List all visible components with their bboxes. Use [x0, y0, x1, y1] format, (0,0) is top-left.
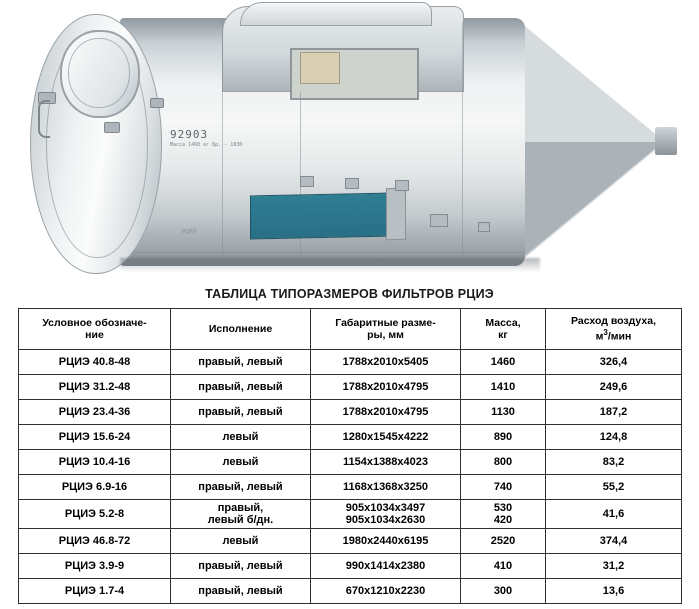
cell-line: РЦИЭ 46.8-72 — [58, 534, 131, 547]
cell-line: 1168х1368х3250 — [342, 480, 429, 493]
cell-line: 530 — [493, 502, 513, 514]
cell-execution — [171, 350, 311, 375]
cell-dimensions — [311, 500, 461, 529]
cell-dimensions — [311, 450, 461, 475]
cell-line: правый, левый — [198, 355, 283, 368]
cell-mass — [461, 475, 546, 500]
cell-mass — [461, 450, 546, 475]
cell-airflow — [546, 475, 682, 500]
cell-airflow — [546, 375, 682, 400]
blue-inspection-panel — [250, 193, 392, 240]
cell-line: правый, левый — [198, 480, 283, 493]
cone-tip — [655, 127, 677, 155]
cell-dimensions — [311, 475, 461, 500]
lifting-lug — [104, 122, 120, 133]
cell-line: правый, левый — [198, 405, 283, 418]
cell-designation — [19, 475, 171, 500]
cell-designation — [19, 500, 171, 529]
cell-line: РЦИЭ 5.2-8 — [64, 507, 125, 520]
cell-airflow — [546, 350, 682, 375]
cell-line: РЦИЭ 23.4-36 — [58, 405, 131, 418]
cell-line: 300 — [493, 584, 513, 597]
cell-line: 905х1034х3497 — [345, 502, 426, 514]
cell-line: 374,4 — [599, 534, 628, 547]
side-handle — [38, 100, 50, 138]
header-line: Масса, — [485, 317, 521, 329]
cell-mass — [461, 554, 546, 579]
cell-line: 55,2 — [602, 480, 625, 493]
table-row — [19, 579, 682, 604]
cell-dimensions — [311, 350, 461, 375]
cell-airflow — [546, 500, 682, 529]
cell-execution — [171, 475, 311, 500]
cell-mass — [461, 350, 546, 375]
label-plate — [300, 52, 340, 84]
cell-designation — [19, 350, 171, 375]
table-row — [19, 375, 682, 400]
stencil-number: 92903 — [170, 128, 209, 141]
cell-designation — [19, 554, 171, 579]
cell-airflow — [546, 579, 682, 604]
header-line-units — [548, 327, 679, 343]
table-body — [19, 350, 682, 604]
header-line: Расход воздуха, — [570, 315, 656, 328]
table-row — [19, 400, 682, 425]
body-fitting — [478, 222, 490, 232]
cell-line: 1788х2010х4795 — [342, 405, 429, 418]
unit-suffix: /мин — [607, 330, 632, 343]
cell-line: 1460 — [490, 355, 516, 368]
cell-execution — [171, 529, 311, 554]
table-row — [19, 554, 682, 579]
cell-airflow — [546, 529, 682, 554]
top-housing-lid — [240, 2, 432, 26]
cell-line: 905х1034х2630 — [345, 514, 426, 526]
cell-mass — [461, 400, 546, 425]
cell-line: РЦИЭ 10.4-16 — [58, 455, 131, 468]
header-line: ры, мм — [367, 329, 404, 341]
cell-line: левый — [222, 534, 259, 547]
cell-line: 890 — [493, 430, 513, 443]
cell-dimensions — [311, 579, 461, 604]
cell-designation — [19, 400, 171, 425]
cell-line: РЦИЭ 31.2-48 — [58, 380, 131, 393]
cell-line: левый б/дн. — [207, 514, 274, 526]
cell-line: 1410 — [490, 380, 516, 393]
cell-line: правый, левый — [198, 584, 283, 597]
cell-dimensions — [311, 400, 461, 425]
lifting-lug — [150, 98, 164, 108]
table-row — [19, 500, 682, 529]
cell-line: левый — [222, 455, 259, 468]
header-line: Условное обозначе- — [42, 317, 147, 329]
body-fitting — [395, 180, 409, 191]
cell-line: 124,8 — [599, 430, 628, 443]
cell-line: правый, — [217, 502, 264, 514]
table-container — [0, 308, 699, 604]
table-row — [19, 529, 682, 554]
body-seam — [120, 252, 525, 253]
cell-line: 990х1414х2380 — [345, 559, 426, 572]
cell-dimensions — [311, 375, 461, 400]
table-header-row — [19, 309, 682, 350]
header-line: Исполнение — [208, 322, 273, 335]
cell-dimensions — [311, 529, 461, 554]
cell-line: 326,4 — [599, 355, 628, 368]
cell-execution — [171, 554, 311, 579]
column-header-execution — [171, 309, 311, 350]
cell-mass — [461, 579, 546, 604]
cell-designation — [19, 579, 171, 604]
header-line: Габаритные разме- — [335, 317, 436, 329]
cell-line: 13,6 — [602, 584, 625, 597]
cell-line: РЦИЭ 40.8-48 — [58, 355, 131, 368]
cell-line: 410 — [493, 559, 513, 572]
table-row — [19, 450, 682, 475]
body-fitting — [345, 178, 359, 189]
specs-table — [18, 308, 682, 604]
cell-execution — [171, 450, 311, 475]
cell-airflow — [546, 425, 682, 450]
column-header-mass — [461, 309, 546, 350]
cell-line: 1130 — [491, 405, 515, 418]
photo-illustration — [0, 0, 699, 285]
cell-dimensions — [311, 554, 461, 579]
cell-line: 31,2 — [602, 559, 625, 572]
cell-designation — [19, 529, 171, 554]
ground-shadow — [120, 258, 540, 272]
stencil-subtext: Масса 1460 кг Бр. - 1830 — [170, 142, 243, 148]
column-header-airflow — [546, 309, 682, 350]
cell-execution — [171, 579, 311, 604]
cell-airflow — [546, 554, 682, 579]
manhole-inner-ring — [68, 38, 130, 108]
cell-execution — [171, 500, 311, 529]
column-header-dimensions — [311, 309, 461, 350]
cell-line: 249,6 — [599, 380, 628, 393]
header-line: ние — [85, 329, 104, 341]
body-fitting — [300, 176, 314, 187]
filter-photograph — [0, 0, 699, 285]
unit-exponent: 3 — [603, 328, 608, 338]
table-row — [19, 425, 682, 450]
cell-line: 420 — [493, 514, 513, 526]
cell-line: 1788х2010х5405 — [342, 355, 429, 368]
header-line: кг — [498, 329, 508, 341]
column-header-designation — [19, 309, 171, 350]
cell-line: правый, левый — [198, 380, 283, 393]
cell-execution — [171, 375, 311, 400]
unit-prefix: м — [595, 330, 604, 343]
cell-line: 800 — [493, 455, 513, 468]
cell-line: 1280х1545х4222 — [342, 430, 429, 443]
cell-mass — [461, 375, 546, 400]
cell-line: РЦИЭ 3.9-9 — [64, 559, 125, 572]
cell-airflow — [546, 400, 682, 425]
body-seam — [462, 22, 463, 266]
cell-designation — [19, 450, 171, 475]
cell-designation — [19, 375, 171, 400]
cell-line: РЦИЭ 15.6-24 — [58, 430, 131, 443]
cell-line: 187,2 — [599, 405, 628, 418]
cell-line: 1788х2010х4795 — [342, 380, 429, 393]
body-fitting — [430, 214, 448, 227]
cell-dimensions — [311, 425, 461, 450]
cell-execution — [171, 400, 311, 425]
cone-shading — [520, 142, 663, 260]
cell-execution — [171, 425, 311, 450]
table-header — [19, 309, 682, 350]
cell-line: 740 — [493, 480, 513, 493]
panel-edge — [386, 188, 406, 240]
cell-mass — [461, 425, 546, 450]
cell-line: 1980х2440х6195 — [342, 534, 429, 547]
cell-line: 83,2 — [602, 455, 625, 468]
cell-line: 1154х1388х4023 — [342, 455, 429, 468]
cell-mass — [461, 529, 546, 554]
table-title: ТАБЛИЦА ТИПОРАЗМЕРОВ ФИЛЬТРОВ РЦИЭ — [205, 287, 494, 301]
cell-airflow — [546, 450, 682, 475]
table-row — [19, 350, 682, 375]
cell-line: 670х1210х2230 — [345, 584, 426, 597]
cell-designation — [19, 425, 171, 450]
cell-line: 2520 — [490, 534, 516, 547]
cell-mass — [461, 500, 546, 529]
cell-line: РЦИЭ 6.9-16 — [61, 480, 128, 493]
stencil-small-text: РЦИЭ — [181, 227, 197, 236]
cell-line: 41,6 — [602, 507, 625, 520]
cell-line: левый — [222, 430, 259, 443]
table-row — [19, 475, 682, 500]
cell-line: РЦИЭ 1.7-4 — [64, 584, 125, 597]
cell-line: правый, левый — [198, 559, 283, 572]
